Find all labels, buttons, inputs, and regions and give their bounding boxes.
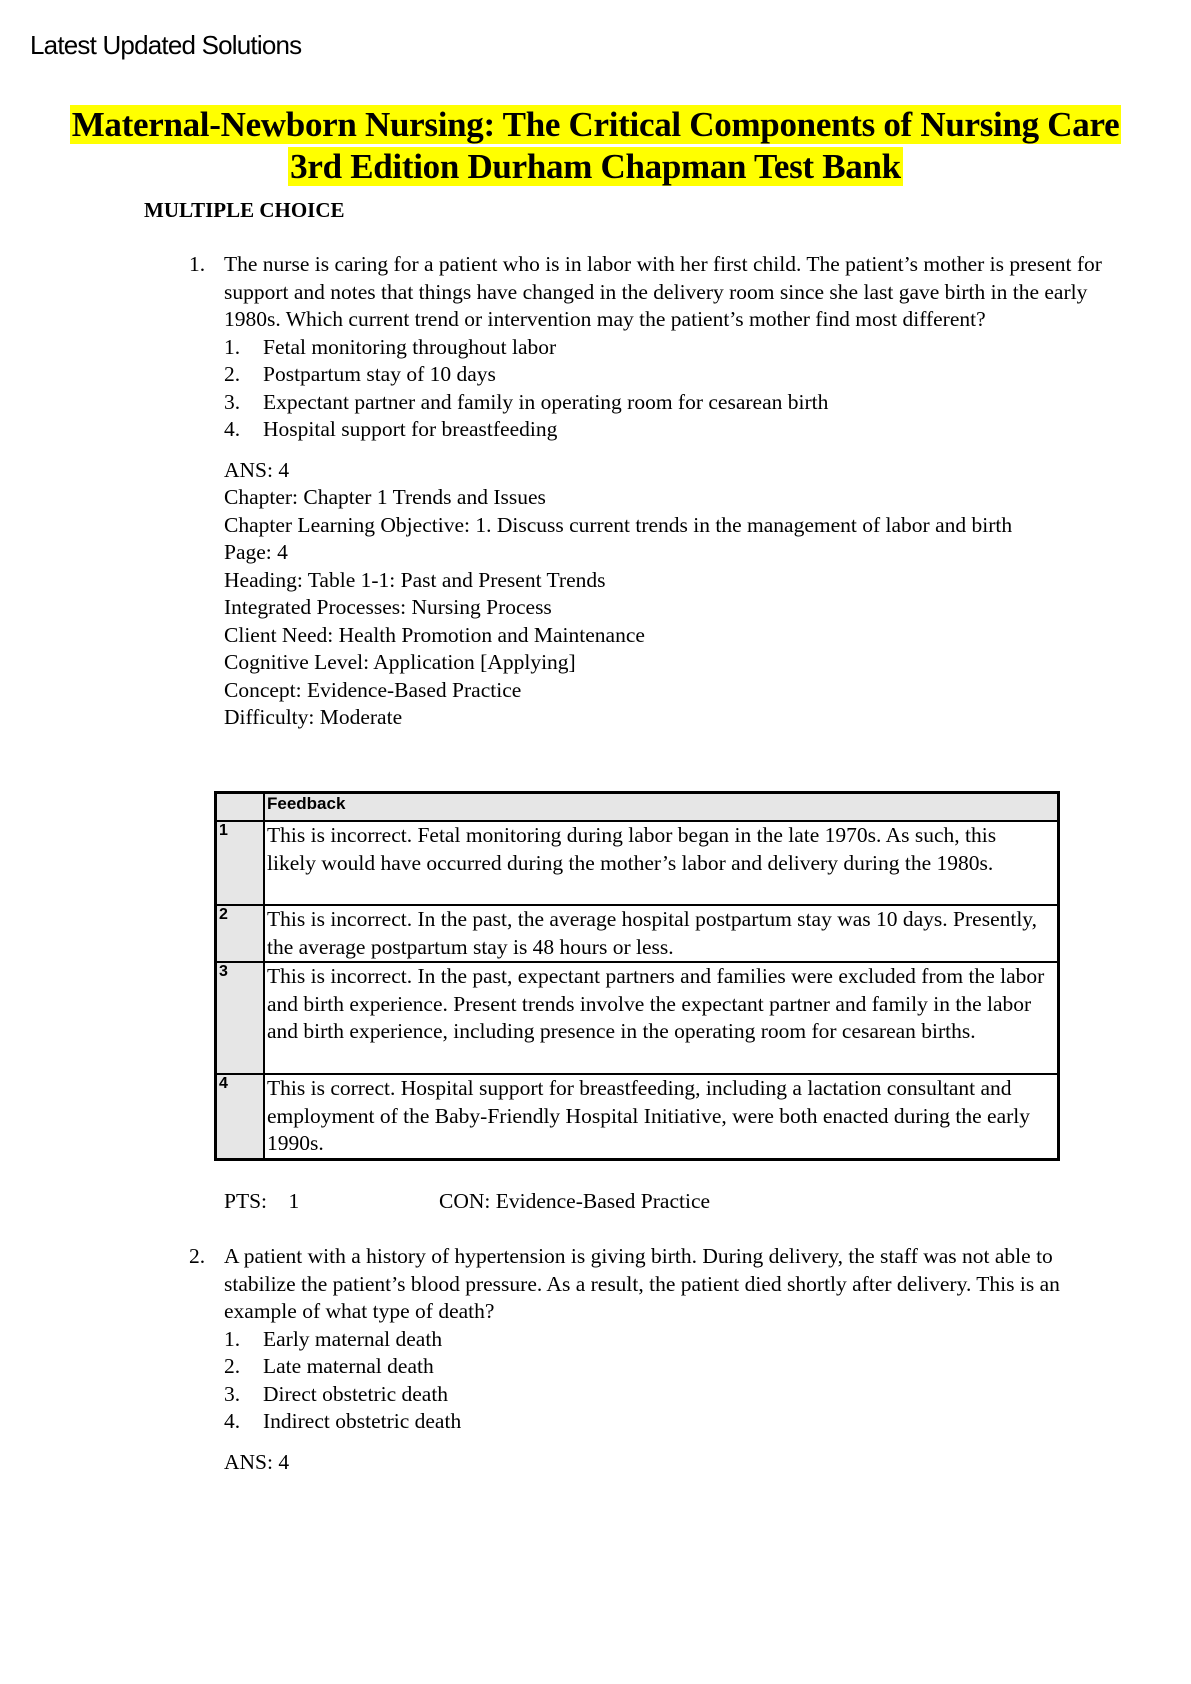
chapter: Chapter: Chapter 1 Trends and Issues: [224, 485, 546, 509]
difficulty: Difficulty: Moderate: [224, 705, 403, 729]
feedback-option-number: 1: [216, 821, 265, 905]
question-number: 1.: [189, 252, 206, 276]
question-text: The nurse is caring for a patient who is in labor with her first child. The patient’s mother is present for support and notes that things have changed in the delivery room since she last gave birth in the early 1980s. Which current trend or intervention may the patient’s mother find most different?: [224, 252, 1102, 331]
feedback-text: This is correct. Hospital support for breastfeeding, including a lactation consultant and employment of the Baby-Friendly Hospital Initiative, were both enacted during the early 1990s.: [264, 1074, 1059, 1159]
header-blank-cell: [216, 793, 265, 822]
option: [224, 334, 1119, 362]
feedback-text: This is incorrect. In the past, the average hospital postpartum stay was 10 days. Presently, the average postpartum stay is 48 hours or less.: [264, 905, 1059, 962]
heading: Heading: Table 1-1: Past and Present Trends: [224, 567, 606, 592]
table-row: [216, 962, 1059, 1074]
answer-metadata: [224, 457, 1119, 732]
option-number: 4.: [224, 417, 241, 441]
option-number: 1.: [224, 1326, 241, 1351]
feedback-option-number: 3: [216, 962, 265, 1074]
question-1: [189, 251, 1119, 732]
table-row: [216, 821, 1059, 905]
concept-tag: CON: Evidence-Based Practice: [439, 1189, 711, 1213]
title-line-2: 3rd Edition Durham Chapman Test Bank: [290, 147, 901, 186]
title-line-1: Maternal-Newborn Nursing: The Critical Components of Nursing Care: [71, 105, 1120, 144]
option-number: 1.: [224, 334, 241, 359]
points: PTS: 1: [224, 1189, 300, 1213]
option: [224, 361, 1119, 389]
answer: ANS: 4: [224, 1449, 290, 1474]
feedback-option-number: 2: [216, 905, 265, 962]
feedback-header: Feedback: [264, 793, 1059, 822]
learning-objective: Chapter Learning Objective: 1. Discuss current trends in the management of labor and birth: [224, 512, 1013, 537]
answer: ANS: 4: [224, 457, 290, 482]
option-number: 3.: [224, 1381, 241, 1406]
question-2: [189, 1243, 1119, 1476]
integrated-processes: Integrated Processes: Nursing Process: [224, 595, 552, 619]
option-text: Fetal monitoring throughout labor: [263, 334, 557, 359]
section-heading: MULTIPLE CHOICE: [144, 198, 345, 222]
options-list: [224, 334, 1119, 444]
option: [224, 1353, 1119, 1381]
table-row: [216, 1074, 1059, 1159]
page: Page: 4: [224, 540, 288, 564]
question-text: A patient with a history of hypertension is giving birth. During delivery, the staff was not able to stabilize the patient’s blood pressure. As a result, the patient died shortly after delivery. This is an example of what type of death?: [224, 1244, 1060, 1323]
feedback-table: [214, 791, 1060, 1161]
option-text: Hospital support for breastfeeding: [263, 417, 558, 441]
question-number: 2.: [189, 1244, 206, 1268]
table-header-row: [216, 793, 1059, 822]
option: [224, 416, 1119, 444]
option: [224, 1326, 1119, 1354]
option: [224, 1408, 1119, 1436]
option-text: Late maternal death: [263, 1354, 434, 1378]
option-number: 2.: [224, 1354, 241, 1378]
option-number: 4.: [224, 1409, 241, 1433]
table-row: [216, 905, 1059, 962]
feedback-text: This is incorrect. In the past, expectant partners and families were excluded from the labor and birth experience. Present trends involve the expectant partner and family in the labor and birth experience, including presence in the operating room for cesarean births.: [264, 962, 1059, 1074]
option: [224, 1381, 1119, 1409]
client-need: Client Need: Health Promotion and Maintenance: [224, 622, 645, 647]
cognitive-level: Cognitive Level: Application [Applying]: [224, 650, 576, 674]
option-text: Direct obstetric death: [263, 1381, 449, 1406]
option-text: Early maternal death: [263, 1326, 443, 1351]
option-number: 3.: [224, 389, 241, 414]
feedback-text: This is incorrect. Fetal monitoring during labor began in the late 1970s. As such, this likely would have occurred during the mother’s labor and delivery during the 1980s.: [264, 821, 1059, 905]
options-list: [224, 1326, 1119, 1436]
option-number: 2.: [224, 362, 241, 386]
concept: Concept: Evidence-Based Practice: [224, 677, 522, 702]
option: [224, 389, 1119, 417]
option-text: Indirect obstetric death: [263, 1409, 462, 1433]
option-text: Expectant partner and family in operating room for cesarean birth: [263, 389, 829, 414]
header-note: Latest Updated Solutions: [30, 30, 302, 60]
feedback-option-number: 4: [216, 1074, 265, 1159]
document-title: [0, 104, 1191, 188]
option-text: Postpartum stay of 10 days: [263, 362, 496, 386]
